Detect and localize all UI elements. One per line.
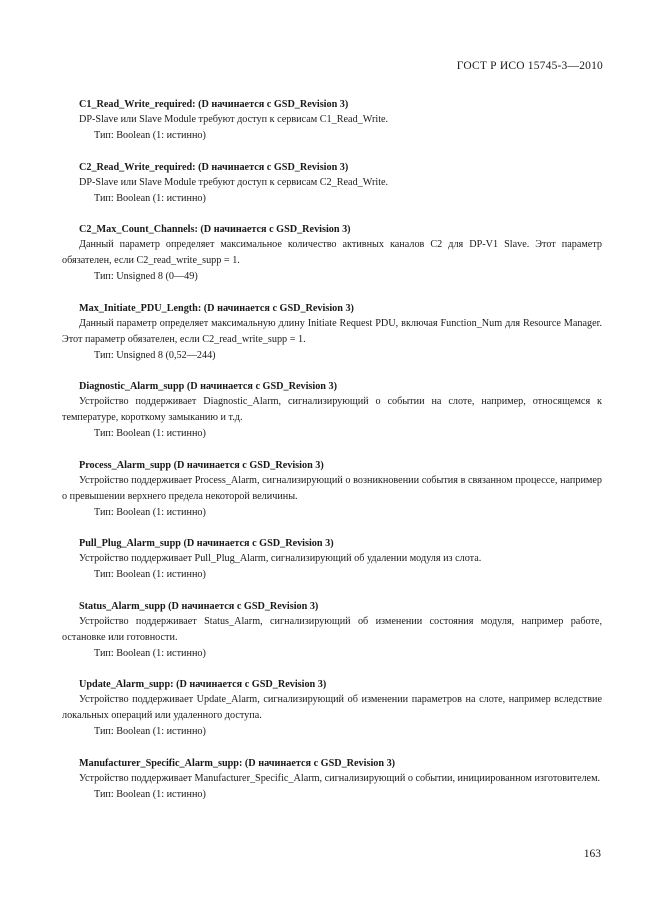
parameter-title: Update_Alarm_supp: (D начинается с GSD_Revision 3) <box>79 679 327 690</box>
parameter-description: Устройство поддерживает Status_Alarm, сигнализирующий об изменении состояния модуля, например работе, остановке или готовности. <box>62 615 602 643</box>
parameter-entry <box>62 161 602 207</box>
parameter-type: Тип: Boolean (1: истинно) <box>94 726 206 737</box>
parameter-description: Устройство поддерживает Pull_Plug_Alarm, сигнализирующий об удалении модуля из слота. <box>79 553 482 564</box>
parameter-type: Тип: Boolean (1: истинно) <box>94 569 206 580</box>
parameter-type: Тип: Boolean (1: истинно) <box>94 788 206 800</box>
parameter-description: Устройство поддерживает Diagnostic_Alarm, сигнализирующий о событии на слоте, например, относящемся к температуре, короткому замыканию и т.д. <box>62 396 602 423</box>
page-content <box>62 98 602 819</box>
parameter-description: Данный параметр определяет максимальное количество активных каналов C2 для DP-V1 Slave. Этот параметр обязателен, если C2_read_write_supp = 1. <box>62 239 602 266</box>
parameter-entry <box>62 302 602 364</box>
parameter-description: DP-Slave или Slave Module требуют доступ к сервисам C2_Read_Write. <box>79 176 389 188</box>
parameter-type: Тип: Unsigned 8 (0—49) <box>94 271 198 282</box>
parameter-type: Тип: Boolean (1: истинно) <box>94 130 206 141</box>
parameter-entry <box>62 223 602 285</box>
parameter-description: DP-Slave или Slave Module требуют доступ к сервисам C1_Read_Write. <box>79 114 389 125</box>
parameter-entry <box>62 380 602 442</box>
parameter-type: Тип: Unsigned 8 (0,52—244) <box>94 349 216 361</box>
parameter-title: Manufacturer_Specific_Alarm_supp: (D начинается с GSD_Revision 3) <box>79 757 396 769</box>
parameter-title: Pull_Plug_Alarm_supp (D начинается с GSD_Revision 3) <box>79 538 334 549</box>
parameter-type: Тип: Boolean (1: истинно) <box>94 647 206 659</box>
page-number: 163 <box>583 848 601 860</box>
parameter-entry <box>62 537 602 583</box>
parameter-description: Данный параметр определяет максимальную длину Initiate Request PDU, включая Function_Num для Resource Manager. Этот параметр обязателен, если C2_read_write_supp = 1. <box>62 317 602 345</box>
parameter-title: C1_Read_Write_required: (D начинается с GSD_Revision 3) <box>79 99 349 110</box>
parameter-entry <box>62 459 602 521</box>
parameter-entry <box>62 757 602 803</box>
parameter-title: Status_Alarm_supp (D начинается с GSD_Revision 3) <box>79 600 319 612</box>
document-header: ГОСТ Р ИСО 15745-3—2010 <box>456 60 603 72</box>
parameter-description: Устройство поддерживает Update_Alarm, сигнализирующий об изменении параметров на слоте, например вследствие локальных операций или удаленного доступа. <box>62 694 602 721</box>
parameter-title: Max_Initiate_PDU_Length: (D начинается с GSD_Revision 3) <box>79 302 354 314</box>
parameter-description: Устройство поддерживает Manufacturer_Specific_Alarm, сигнализирующий о событии, инициированном изготовителем. <box>79 772 601 784</box>
parameter-title: C2_Read_Write_required: (D начинается с GSD_Revision 3) <box>79 161 349 173</box>
parameter-entry <box>62 600 602 662</box>
parameter-type: Тип: Boolean (1: истинно) <box>94 506 206 518</box>
parameter-type: Тип: Boolean (1: истинно) <box>94 428 206 439</box>
parameter-title: Process_Alarm_supp (D начинается с GSD_Revision 3) <box>79 459 324 471</box>
parameter-entry <box>62 678 602 740</box>
parameter-description: Устройство поддерживает Process_Alarm, сигнализирующий о возникновении события в связанном процессе, например о превышении верхнего предела некоторой величины. <box>62 474 602 502</box>
parameter-title: C2_Max_Count_Channels: (D начинается с GSD_Revision 3) <box>79 224 351 235</box>
parameter-entry <box>62 98 602 144</box>
parameter-title: Diagnostic_Alarm_supp (D начинается с GSD_Revision 3) <box>79 381 337 392</box>
parameter-type: Тип: Boolean (1: истинно) <box>94 192 206 204</box>
